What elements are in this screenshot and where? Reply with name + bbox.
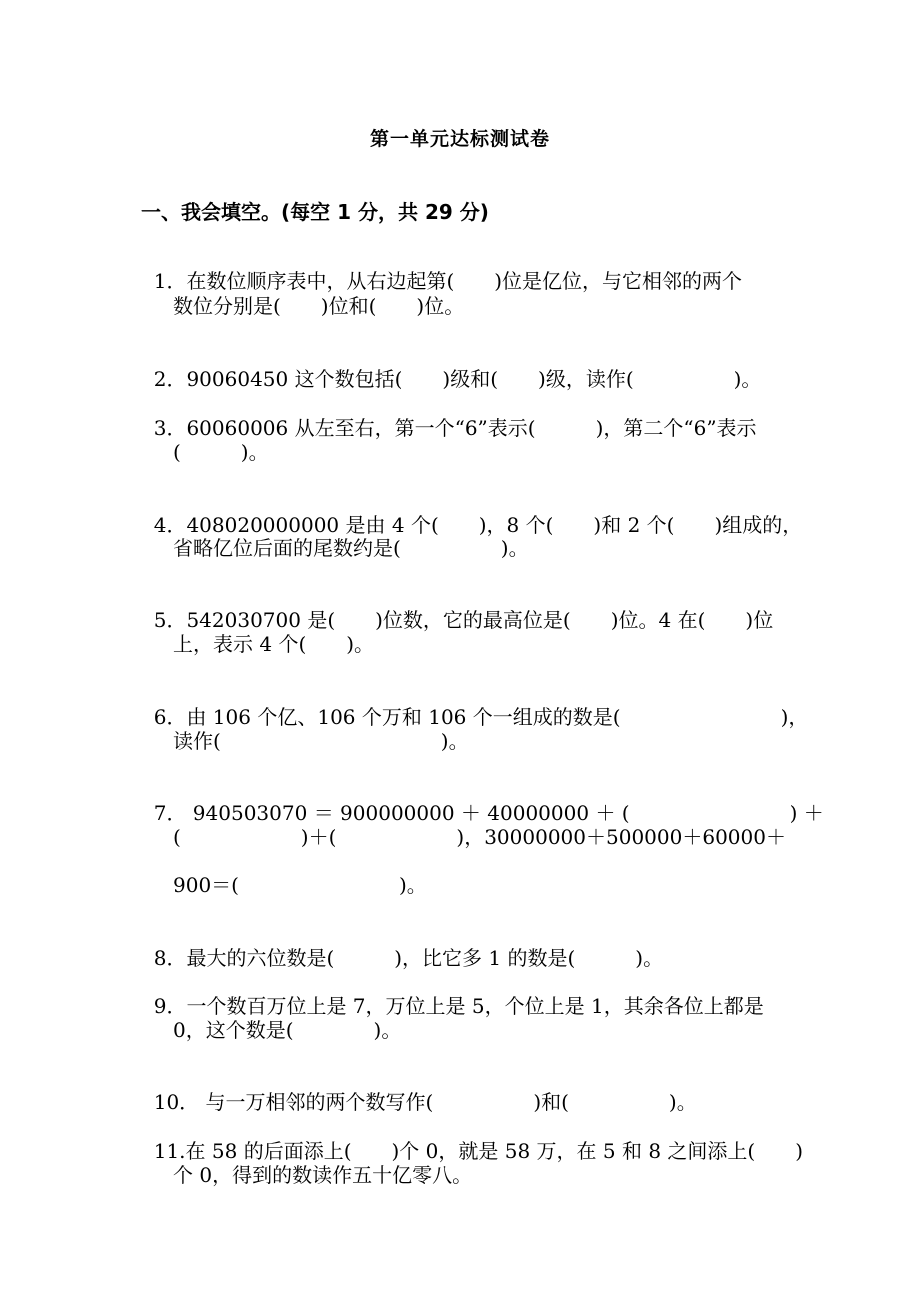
question-number: 11. — [153, 1139, 186, 1163]
question-1-line-2: 数位分别是( )位和( )位。 — [173, 294, 465, 318]
question-9 — [141, 970, 764, 1018]
question-text: 在 58 的后面添上( )个 0，就是 58 万，在 5 和 8 之间添上( ) — [185, 1139, 804, 1163]
question-7 — [141, 777, 824, 825]
question-8 — [141, 922, 663, 970]
question-number: 3． — [153, 416, 187, 440]
question-2 — [141, 343, 761, 391]
question-4 — [141, 489, 802, 537]
question-7-line-2: ( )＋( )，30000000＋500000＋60000＋ — [173, 825, 786, 849]
question-text: 408020000000 是由 4 个( )，8 个( )和 2 个( )组成的， — [186, 513, 803, 537]
question-text: 最大的六位数是( )，比它多 1 的数是( )。 — [186, 946, 664, 970]
question-10 — [141, 1066, 697, 1114]
question-6 — [141, 681, 808, 729]
question-11-line-2: 个 0，得到的数读作五十亿零八。 — [173, 1163, 473, 1187]
question-text: 与一万相邻的两个数写作( )和( )。 — [199, 1090, 697, 1114]
question-5 — [141, 584, 773, 632]
question-number: 8． — [153, 946, 187, 970]
question-text: 一个数百万位上是 7，万位上是 5，个位上是 1，其余各位上都是 — [186, 994, 764, 1018]
question-3-line-2: ( )。 — [173, 440, 269, 464]
question-number: 6． — [153, 705, 187, 729]
question-number: 9． — [153, 994, 187, 1018]
question-text: 由 106 个亿、106 个万和 106 个一组成的数是( )， — [186, 705, 809, 729]
section-heading: 一、我会填空。(每空 1 分，共 29 分) — [141, 200, 489, 224]
exam-title: 第一单元达标测试卷 — [369, 128, 550, 150]
question-number: 4． — [153, 513, 187, 537]
question-9-line-2: 0，这个数是( )。 — [173, 1018, 402, 1042]
question-text: 90060450 这个数包括( )级和( )级，读作( )。 — [186, 367, 762, 391]
question-number: 7． — [153, 801, 187, 825]
question-6-line-2: 读作( )。 — [173, 729, 469, 753]
question-11 — [141, 1115, 803, 1163]
question-text: 940503070 ＝ 900000000 ＋ 40000000 ＋ ( ) ＋ — [186, 801, 824, 825]
question-number: 2． — [153, 367, 187, 391]
question-number: 1． — [153, 269, 187, 293]
question-4-line-2: 省略亿位后面的尾数约是( )。 — [173, 536, 529, 560]
question-text: 60060006 从左至右，第一个“6”表示( )，第二个“6”表示 — [186, 416, 757, 440]
question-text: 在数位顺序表中，从右边起第( )位是亿位，与它相邻的两个 — [186, 269, 743, 293]
question-number: 5． — [153, 608, 187, 632]
question-5-line-2: 上，表示 4 个( )。 — [173, 632, 375, 656]
question-number: 10． — [153, 1090, 200, 1114]
question-7-line-3: 900＝( )。 — [173, 873, 427, 897]
question-3 — [141, 392, 757, 440]
question-1 — [141, 245, 742, 293]
question-text: 542030700 是( )位数，它的最高位是( )位。4 在( )位 — [186, 608, 774, 632]
